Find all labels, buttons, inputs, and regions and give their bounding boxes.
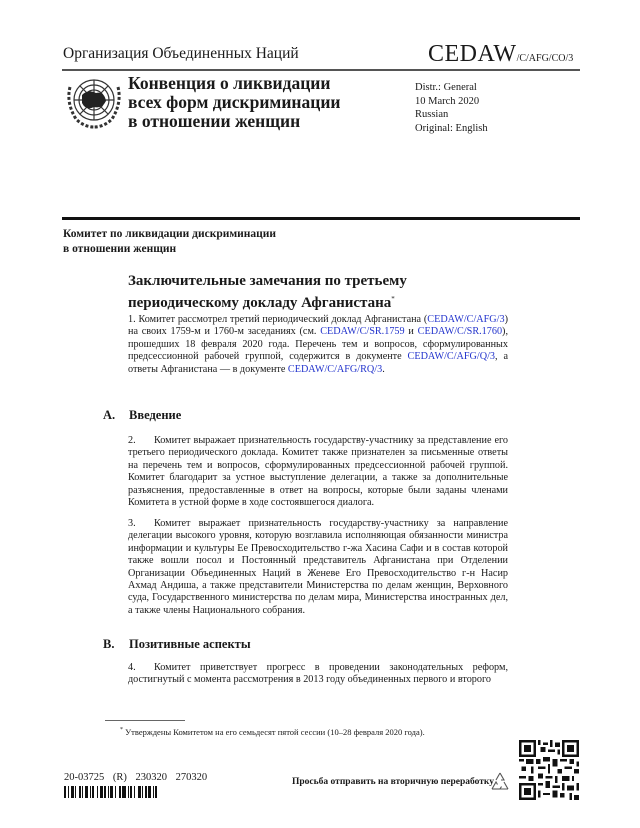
paragraph-number: 4.	[128, 662, 136, 673]
paragraph-number: 3.	[128, 518, 136, 529]
paragraph-text: ), прошедших 18 февраля 2020 года. Перечень тем и вопросов, сформулированных предсессионной рабочей группой, содержится в документе	[128, 326, 508, 363]
link-cedaw-c-sr-1759[interactable]: CEDAW/C/SR.1759	[320, 326, 405, 338]
link-cedaw-c-afg-3[interactable]: CEDAW/C/AFG/3	[427, 314, 505, 325]
job-date-1: 230320	[135, 772, 167, 783]
section-title: Позитивные аспекты	[129, 637, 251, 651]
recycle-icon	[488, 770, 512, 794]
paragraph-text: Комитет выражает признательность государству-участнику за направление делегации высокого уровня, которую возглавила исполняющая обязанности министра информации и культуры Ее Превосходительство г-жа Хасина Сафи и в состав которой также вошли посол и Постоянный представитель Афганистана при Отделении Организации Объединенных Наций в Женеве Его Превосходительство г-н Насир Ахмад Андиша, а также представители Министерства по делам женщин, Верховного суда, Государственного министерства по делам мира, Министерства иностранных дел, а также члены Национального собрания.	[128, 518, 508, 616]
organization-name: Организация Объединенных Наций	[63, 45, 299, 62]
section-heading-a	[103, 408, 181, 423]
section-letter: B.	[103, 637, 115, 651]
distribution-date: 10 March 2020	[415, 95, 480, 107]
job-id: 20-03725 (R)	[64, 772, 127, 783]
convention-title-line: всех форм дискриминации	[128, 92, 341, 112]
document-title-line: Заключительные замечания по третьему	[128, 273, 407, 289]
footnote-rule	[105, 720, 185, 721]
link-cedaw-c-afg-q-3[interactable]: CEDAW/C/AFG/Q/3	[407, 351, 496, 363]
paragraph-number: 2.	[128, 435, 136, 446]
link-cedaw-c-afg-rq-3[interactable]: CEDAW/C/AFG/RQ/3	[287, 363, 383, 375]
footnote-text: Утверждены Комитетом на его семьдесят пятой сессии (10–28 февраля 2020 года).	[123, 727, 425, 737]
footnote	[120, 727, 425, 737]
paragraph-4	[128, 662, 508, 687]
convention-title-line: в отношении женщин	[128, 111, 301, 131]
distribution-info	[415, 81, 488, 135]
convention-title-line: Конвенция о ликвидации	[128, 73, 331, 93]
symbol-main: CEDAW	[428, 41, 517, 67]
paragraph-text: Комитет выражает признательность государству-участнику за представление его третьего периодического доклада. Комитет также признателен за письменные ответы на перечень тем и вопросов, сформулированных предсессионной рабочей группой. Комитет благодарит за устное выступление делегации, а также за дополнительные разъяснения, предоставленные в ответ на вопросы, которые были заданы членами Комитета в устной форме в ходе состоявшегося диалога.	[128, 435, 508, 509]
section-heading-b	[103, 637, 251, 652]
paragraph-1	[128, 314, 508, 376]
committee-name	[63, 227, 276, 257]
document-symbol	[428, 41, 573, 68]
distribution-line: Distr.: General	[415, 82, 477, 93]
document-title	[128, 272, 407, 312]
job-number	[64, 772, 207, 783]
paragraph-2	[128, 435, 508, 509]
paragraph-text: Комитет приветствует прогресс в проведении законодательных реформ, достигнутый с момента рассмотрения в 2013 году объединенных первого и второго	[128, 662, 508, 686]
committee-line: Комитет по ликвидации дискриминации	[63, 228, 277, 240]
paragraph-text: , а ответы Афганистана — в документе	[128, 351, 508, 375]
document-title-line: периодическому докладу Афганистана	[128, 295, 392, 311]
qr-code-icon	[519, 740, 579, 800]
paragraph-3	[128, 518, 508, 617]
paragraph-text: ) на своих 1759-м и 1760-м заседаниях (см.	[128, 314, 508, 338]
section-letter: A.	[103, 408, 116, 422]
recycle-notice: Просьба отправить на вторичную переработку	[292, 777, 494, 787]
header-rule	[62, 69, 580, 71]
language: Russian	[415, 109, 449, 120]
paragraph-text: и	[404, 326, 418, 338]
footnote-mark[interactable]: *	[391, 295, 395, 303]
paragraph-number: 1.	[128, 314, 136, 325]
job-date-2: 270320	[175, 772, 208, 783]
committee-line: в отношении женщин	[63, 243, 177, 255]
symbol-suffix: /C/AFG/CO/3	[516, 53, 574, 64]
link-cedaw-c-sr-1760[interactable]: CEDAW/C/SR.1760	[417, 326, 503, 338]
un-emblem-icon	[62, 73, 126, 131]
barcode-icon	[64, 786, 168, 798]
section-rule	[62, 217, 580, 220]
section-title: Введение	[129, 408, 182, 422]
paragraph-text: .	[382, 363, 385, 375]
original-language: Original: English	[415, 122, 488, 134]
convention-title	[128, 74, 341, 131]
paragraph-text: Комитет рассмотрел третий периодический доклад Афганистана (	[135, 314, 428, 325]
footnote-mark: *	[120, 727, 123, 734]
